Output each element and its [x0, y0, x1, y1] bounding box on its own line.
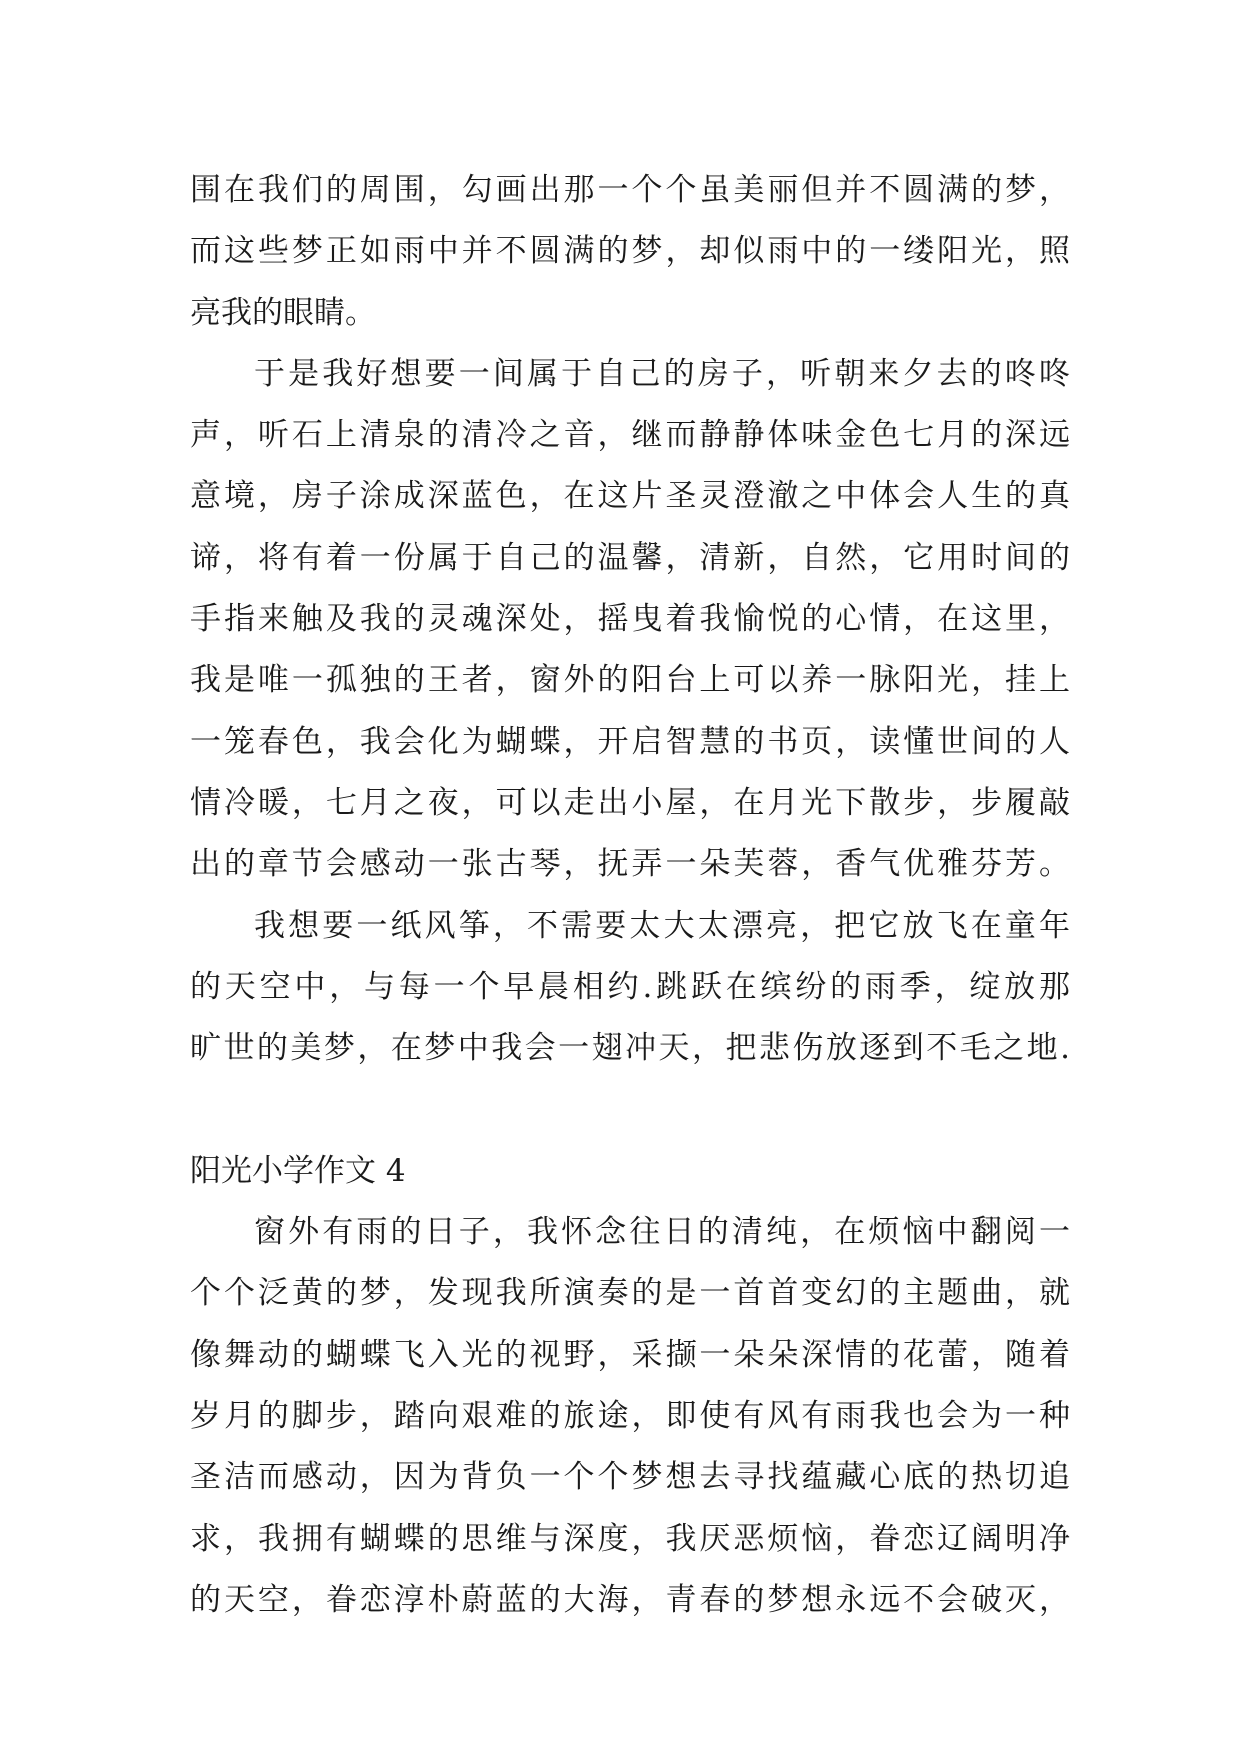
text-line: 岁月的脚步，踏向艰难的旅途，即使有风有雨我也会为一种	[190, 1397, 1070, 1434]
text-line: 而这些梦正如雨中并不圆满的梦，却似雨中的一缕阳光，照	[190, 233, 1070, 270]
text-line: 圣洁而感动，因为背负一个个梦想去寻找蕴藏心底的热切追	[190, 1459, 1070, 1496]
paragraph-4	[190, 1202, 1070, 1631]
text-line: 谛，将有着一份属于自己的温馨，清新，自然，它用时间的	[190, 539, 1070, 576]
section-heading: 阳光小学作文 4	[190, 1152, 406, 1189]
text-line: 个个泛黄的梦，发现我所演奏的是一首首变幻的主题曲，就	[190, 1275, 1070, 1312]
text-line: 窗外有雨的日子，我怀念往日的清纯，在烦恼中翻阅一	[254, 1214, 1070, 1251]
blank-line	[190, 1079, 1070, 1140]
text-line: 意境，房子涂成深蓝色，在这片圣灵澄澈之中体会人生的真	[190, 478, 1070, 515]
text-line: 我想要一纸风筝，不需要太大太漂亮，把它放飞在童年	[254, 907, 1070, 944]
text-line: 声，听石上清泉的清冷之音，继而静静体味金色七月的深远	[190, 417, 1070, 454]
text-line: 情冷暖，七月之夜，可以走出小屋，在月光下散步，步履敲	[190, 784, 1070, 821]
text-line: 的天空，眷恋淳朴蔚蓝的大海，青春的梦想永远不会破灭，	[190, 1581, 1070, 1618]
document-body	[190, 160, 1070, 1631]
text-line: 我是唯一孤独的王者，窗外的阳台上可以养一脉阳光，挂上	[190, 662, 1070, 699]
text-line: 旷世的美梦，在梦中我会一翅冲天，把悲伤放逐到不毛之地.	[190, 1030, 1070, 1067]
text-line: 求，我拥有蝴蝶的思维与深度，我厌恶烦恼，眷恋辽阔明净	[190, 1520, 1070, 1557]
text-line: 出的章节会感动一张古琴，抚弄一朵芙蓉，香气优雅芬芳。	[190, 846, 1070, 883]
text-line: 手指来触及我的灵魂深处，摇曳着我愉悦的心情，在这里，	[190, 601, 1070, 638]
text-line: 的天空中，与每一个早晨相约.跳跃在缤纷的雨季，绽放那	[190, 968, 1070, 1005]
text-line: 亮我的眼睛。	[190, 294, 376, 331]
text-line: 一笼春色，我会化为蝴蝶，开启智慧的书页，读懂世间的人	[190, 723, 1070, 760]
paragraph-3	[190, 896, 1070, 1080]
text-line: 像舞动的蝴蝶飞入光的视野，采撷一朵朵深情的花蕾，随着	[190, 1336, 1070, 1373]
text-line: 于是我好想要一间属于自己的房子，听朝来夕去的咚咚	[254, 355, 1070, 392]
paragraph-2	[190, 344, 1070, 896]
text-line: 围在我们的周围，勾画出那一个个虽美丽但并不圆满的梦，	[190, 172, 1070, 208]
paragraph-1	[190, 160, 1070, 344]
